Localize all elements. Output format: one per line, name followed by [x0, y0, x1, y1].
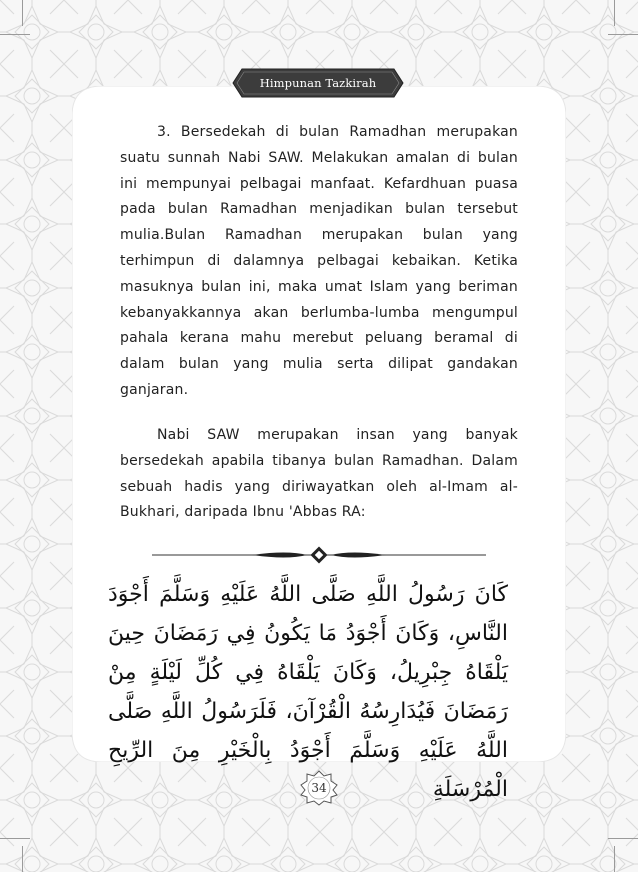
crop-mark	[608, 34, 638, 35]
crop-mark	[22, 0, 23, 26]
page-number: 34	[311, 781, 327, 795]
crop-mark	[0, 838, 30, 839]
crop-mark	[22, 846, 23, 872]
page-number-badge	[299, 770, 339, 806]
body-paragraph: Nabi SAW merupakan insan yang banyak bersedekah apabila tibanya bulan Ramadhan. Dalam sebuah hadis yang diriwayatkan oleh al-Imam al-Bukhari, daripada Ibnu 'Abbas RA:	[120, 427, 518, 521]
ornamental-divider	[152, 545, 486, 565]
running-header-title: Himpunan Tazkirah Ramadan	[259, 76, 377, 120]
crop-mark	[614, 846, 615, 872]
crop-mark	[0, 34, 30, 35]
crop-mark	[614, 0, 615, 26]
header-banner	[232, 68, 404, 120]
body-paragraph: 3. Bersedekah di bulan Ramadhan merupakan suatu sunnah Nabi SAW. Melakukan amalan di bulan ini mempunyai pelbagai manfaat. Kefardhuan puasa pada bulan Ramadhan menjadikan bulan tersebut mulia.Bulan Ramadhan merupakan bulan yang terhimpun di dalamnya pelbagai kebaikan. Ketika masuknya bulan ini, maka umat Islam yang beriman kebanyakkannya akan berlumba-lumba mengumpul pahala kerana mahu merebut peluang beramal di dalam bulan yang mulia serta dilipat gandakan ganjaran.	[120, 124, 518, 398]
crop-mark	[608, 838, 638, 839]
hadith-arabic-text: كَانَ رَسُولُ اللَّهِ صَلَّى اللَّهُ عَلَيْهِ وَسَلَّمَ أَجْوَدَ النَّاسِ، وَكَانَ أَجْوَدُ مَا يَكُونُ فِي رَمَضَانَ حِينَ يَلْقَاهُ جِبْرِيلُ، وَكَانَ يَلْقَاهُ فِي كُلِّ لَيْلَةٍ مِنْ رَمَضَانَ فَيُدَارِسُهُ الْقُرْآنَ، فَلَرَسُولُ اللَّهِ صَلَّى اللَّهُ عَلَيْهِ وَسَلَّمَ أَجْوَدُ بِالْخَيْرِ مِنَ الرِّيحِ الْمُرْسَلَةِ	[108, 582, 508, 802]
